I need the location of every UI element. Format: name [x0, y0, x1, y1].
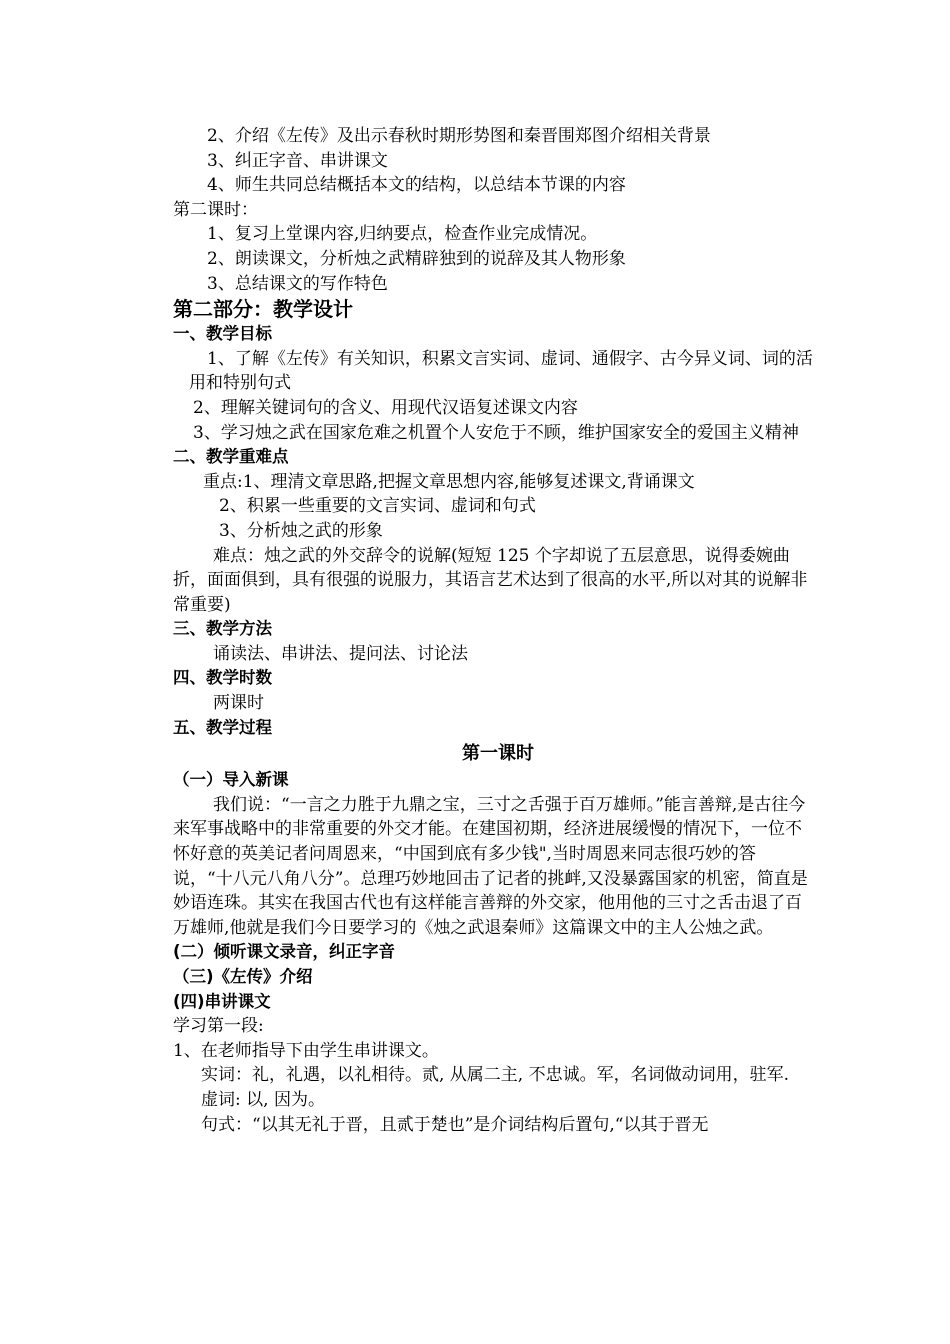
text-line: 3、纠正字音、串讲课文	[207, 150, 388, 171]
keypoint-item: 2、积累一些重要的文言实词、虚词和句式	[219, 496, 536, 517]
intro-paragraph: 我们说：“一言之力胜于九鼎之宝，三寸之舌强于百万雄师。”能言善辩,是古往今来军事战略中的非常重要的外交才能。在建国初期，经济进展缓慢的情况下，一位不怀好意的英美记者问周恩来，“中国到底有多少钱",当时周恩来同志很巧妙的答说，“十八元八角八分”。总理巧妙地回击了记者的挑衅,又没暴露国家的机密，简直是妙语连珠。其实在我国古代也有这样能言善辩的外交家，他用他的三寸之舌击退了百万雄师,他就是我们今日要学习的《烛之武退秦师》这篇课文中的主人公烛之武。	[173, 794, 808, 938]
sentence-pattern: 句式：“以其无礼于晋，且贰于楚也”是介词结构后置句,“以其于晋无	[201, 1114, 709, 1135]
lesson-title: 第一课时	[462, 743, 534, 765]
goal-item: 3、学习烛之武在国家危难之机置个人安危于不顾，维护国家安全的爱国主义精神	[193, 422, 799, 443]
difficulty-text: 难点：烛之武的外交辞令的说解(短短 125 个字却说了五层意思，说得委婉曲折，面面俱到，具有很强的说服力，其语言艺术达到了很高的水平,所以对其的说解非常重要)	[173, 545, 808, 615]
vocab-function: 虚词: 以, 因为。	[201, 1089, 325, 1110]
hours-text: 两课时	[213, 693, 264, 714]
goal-item: 2、理解关键词句的含义、用现代汉语复述课文内容	[193, 397, 578, 418]
text-line: 3、总结课文的写作特色	[207, 273, 388, 294]
second-lesson-label: 第二课时：	[173, 199, 258, 220]
keypoint-item: 重点:1、理清文章思路,把握文章思想内容,能够复述课文,背诵课文	[203, 471, 695, 492]
text-line: 1、在老师指导下由学生串讲课文。	[173, 1040, 439, 1061]
document-page	[173, 124, 813, 1137]
part-title: 第二部分：教学设计	[173, 297, 353, 322]
text-line: 4、师生共同总结概括本文的结构，以总结本节课的内容	[207, 175, 626, 196]
section-heading: 一、教学目标	[173, 324, 272, 344]
section-heading: 四、教学时数	[173, 668, 272, 688]
goal-item: 1、了解《左传》有关知识，积累文言实词、虚词、通假字、古今异义词、词的活用和特别句式	[189, 348, 813, 394]
section-heading: 二、教学重难点	[173, 447, 289, 467]
vocab-notional: 实词：礼，礼遇，以礼相待。贰, 从属二主, 不忠诚。军，名词做动词用，驻军.	[201, 1065, 790, 1086]
text-line: 1、复习上堂课内容,归纳要点，检查作业完成情况。	[207, 224, 598, 245]
keypoint-item: 3、分析烛之武的形象	[219, 520, 383, 541]
text-line: 学习第一段:	[173, 1016, 264, 1037]
section-heading: 五、教学过程	[173, 717, 272, 737]
methods-text: 诵读法、串讲法、提问法、讨论法	[213, 643, 468, 664]
text-line: 2、介绍《左传》及出示春秋时期形势图和秦晋围郑图介绍相关背景	[207, 126, 711, 146]
text-line: 2、朗读课文，分析烛之武精辟独到的说辞及其人物形象	[207, 248, 626, 269]
subsection-heading: (二）倾听课文录音，纠正字音	[173, 942, 396, 962]
subsection-heading: (四)串讲课文	[173, 991, 271, 1011]
section-heading: 三、教学方法	[173, 619, 272, 639]
subsection-heading: （三)《左传》介绍	[173, 967, 313, 986]
subsection-heading: （一）导入新课	[173, 770, 289, 790]
